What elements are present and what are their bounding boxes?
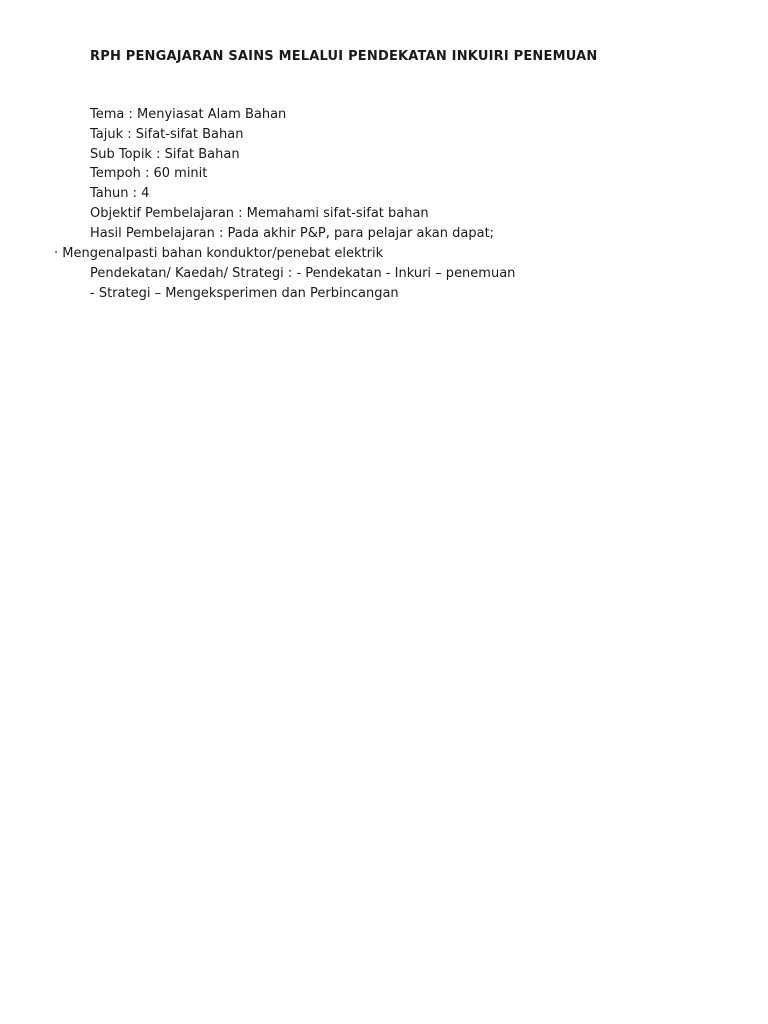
pendekatan-line: Pendekatan/ Kaedah/ Strategi : - Pendekatan - Inkuri – penemuan xyxy=(90,266,516,281)
strategi-line: - Strategi – Mengeksperimen dan Perbincangan xyxy=(90,286,399,301)
document-title: RPH PENGAJARAN SAINS MELALUI PENDEKATAN INKUIRI PENEMUAN xyxy=(90,49,598,64)
tajuk-line: Tajuk : Sifat-sifat Bahan xyxy=(90,127,244,142)
objektif-line: Objektif Pembelajaran : Memahami sifat-sifat bahan xyxy=(90,206,429,221)
tahun-line: Tahun : 4 xyxy=(90,186,150,201)
tempoh-line: Tempoh : 60 minit xyxy=(90,166,208,181)
sub-topik-line: Sub Topik : Sifat Bahan xyxy=(90,147,240,162)
hasil-line: Hasil Pembelajaran : Pada akhir P&P, para pelajar akan dapat; xyxy=(90,226,495,241)
bullet-item-line: · Mengenalpasti bahan konduktor/penebat elektrik xyxy=(54,246,384,261)
tema-line: Tema : Menyiasat Alam Bahan xyxy=(90,107,287,122)
